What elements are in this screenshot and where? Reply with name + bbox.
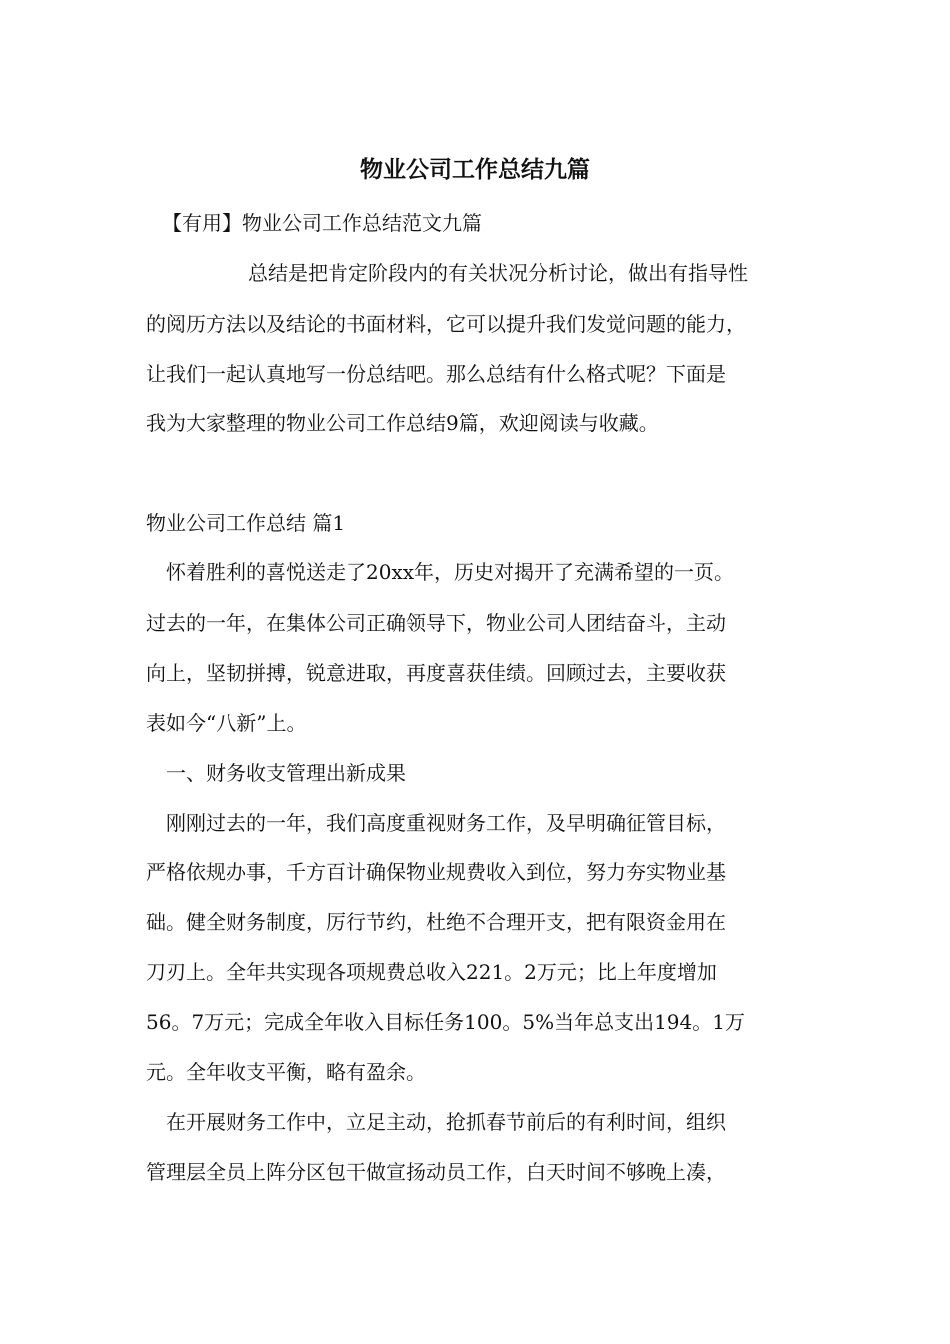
para1-line-3: 向上，坚韧拼搏，锐意进取，再度喜获佳绩。回顾过去，主要收获	[146, 661, 726, 685]
intro-line-3: 让我们一起认真地写一份总结吧。那么总结有什么格式呢？下面是	[146, 362, 726, 386]
intro-line-4: 我为大家整理的物业公司工作总结9篇，欢迎阅读与收藏。	[146, 411, 659, 435]
intro-line-2: 的阅历方法以及结论的书面材料，它可以提升我们发觉问题的能力，	[146, 312, 746, 336]
para3-line-1: 在开展财务工作中，立足主动，抢抓春节前后的有利时间，组织	[166, 1110, 726, 1134]
para2-line-1: 刚刚过去的一年，我们高度重视财务工作，及早明确征管目标，	[166, 811, 726, 835]
para2-line-3: 础。健全财务制度，厉行节约，杜绝不合理开支，把有限资金用在	[146, 910, 726, 934]
para3-line-2: 管理层全员上阵分区包干做宣扬动员工作，白天时间不够晚上凑，	[146, 1160, 726, 1184]
section-heading: 物业公司工作总结 篇1	[146, 511, 346, 535]
para1-line-4: 表如今“八新”上。	[146, 711, 307, 735]
intro-line-1: 总结是把肯定阶段内的有关状况分析讨论，做出有指导性	[248, 261, 748, 285]
para1-line-2: 过去的一年，在集体公司正确领导下，物业公司人团结奋斗，主动	[146, 611, 726, 635]
subsection-heading: 一、财务收支管理出新成果	[166, 761, 406, 785]
para2-line-5: 56。7万元；完成全年收入目标任务100。5%当年总支出194。1万	[146, 1010, 745, 1034]
para2-line-4: 刀刃上。全年共实现各项规费总收入221。2万元；比上年度增加	[146, 960, 717, 984]
para1-line-1: 怀着胜利的喜悦送走了20xx年，历史对揭开了充满希望的一页。	[166, 560, 735, 584]
subtitle-line: 【有用】物业公司工作总结范文九篇	[162, 211, 482, 235]
para2-line-2: 严格依规办事，千方百计确保物业规费收入到位，努力夯实物业基	[146, 860, 726, 884]
document-title: 物业公司工作总结九篇	[360, 157, 590, 183]
para2-line-6: 元。全年收支平衡，略有盈余。	[146, 1060, 426, 1084]
